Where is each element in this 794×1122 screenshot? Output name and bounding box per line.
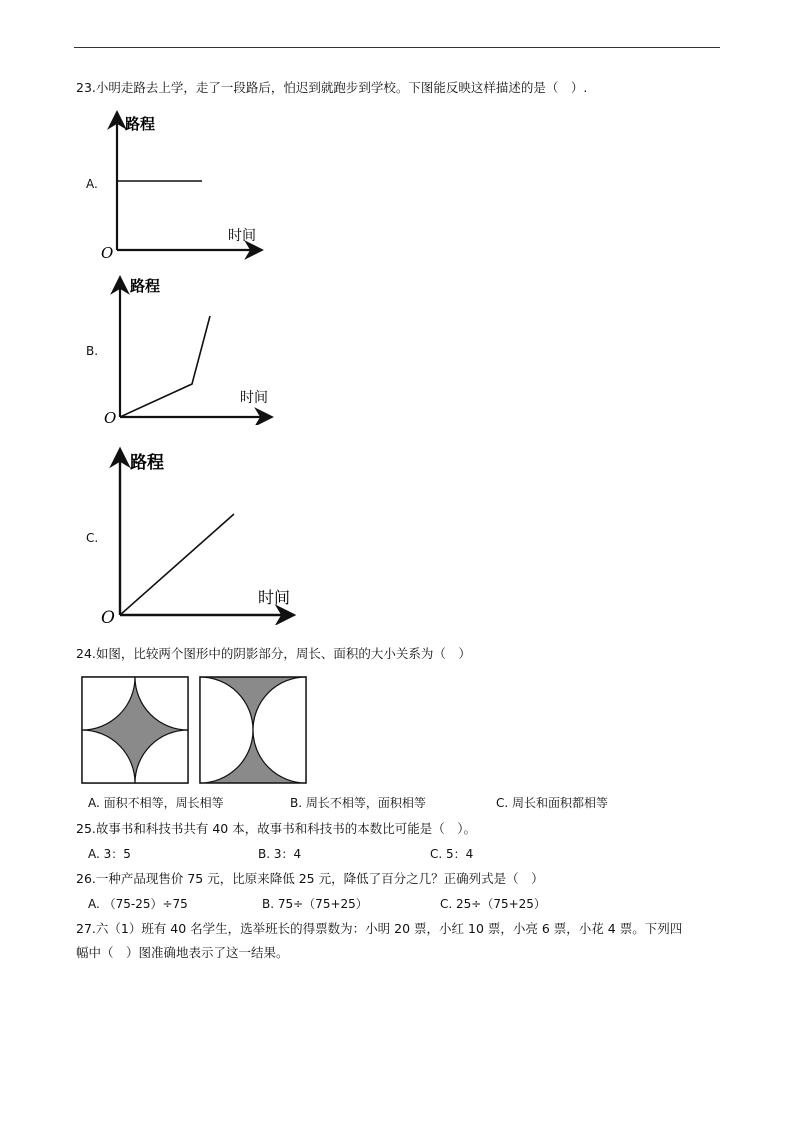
x-axis-label: 时间 [240,390,268,406]
q26-stem: 26.一种产品现售价 75 元，比原来降低 25 元，降低了百分之几？正确列式是（ ） [76,871,544,886]
q25-option-a[interactable]: A. 3：5 [88,847,131,861]
q24-option-a[interactable]: A. 面积不相等，周长相等 [88,796,224,810]
q23-graph-a [98,108,268,260]
q27-stem-line1: 27.六（1）班有 40 名学生，选举班长的得票数为：小明 20 票，小红 10 票，小亮 6 票，小花 4 票。下列四 [76,921,683,936]
graph-line [120,316,210,417]
q26-option-b[interactable]: B. 75÷（75+25） [262,897,368,911]
y-axis-label: 路程 [130,453,164,473]
q26-option-a[interactable]: A. （75-25）÷75 [88,897,188,911]
q25-stem: 25.故事书和科技书共有 40 本，故事书和科技书的本数比可能是（ ）。 [76,821,476,836]
q27-stem-line2: 幅中（ ）图准确地表示了这一结果。 [76,945,289,960]
origin-label: O [104,409,117,425]
origin-label: O [101,608,115,625]
q23-option-c-label[interactable]: C. [86,531,99,545]
origin-label: O [101,244,114,260]
q23-stem: 23.小明走路去上学，走了一段路后，怕迟到就跑步到学校。下图能反映这样描述的是（ ）. [76,80,588,95]
q25-option-c[interactable]: C. 5：4 [430,847,474,861]
q24-option-b[interactable]: B. 周长不相等，面积相等 [290,796,426,810]
q23-graph-b [102,273,278,425]
y-axis-label: 路程 [130,277,161,295]
x-axis-label: 时间 [228,228,256,244]
q23-option-a-label[interactable]: A. [86,177,98,191]
y-axis-label: 路程 [125,115,156,133]
q26-option-c[interactable]: C. 25÷（75+25） [440,897,546,911]
q23-graph-c [100,445,300,625]
q24-figure-right [198,676,308,784]
x-axis-label: 时间 [258,588,291,607]
q24-stem: 24.如图，比较两个图形中的阴影部分，周长、面积的大小关系为（ ） [76,646,471,661]
q24-option-c[interactable]: C. 周长和面积都相等 [496,796,609,810]
q25-option-b[interactable]: B. 3：4 [258,847,302,861]
q24-figure-left [80,676,190,784]
graph-line [120,514,234,615]
q23-option-b-label[interactable]: B. [86,344,99,358]
header-rule [74,47,720,48]
